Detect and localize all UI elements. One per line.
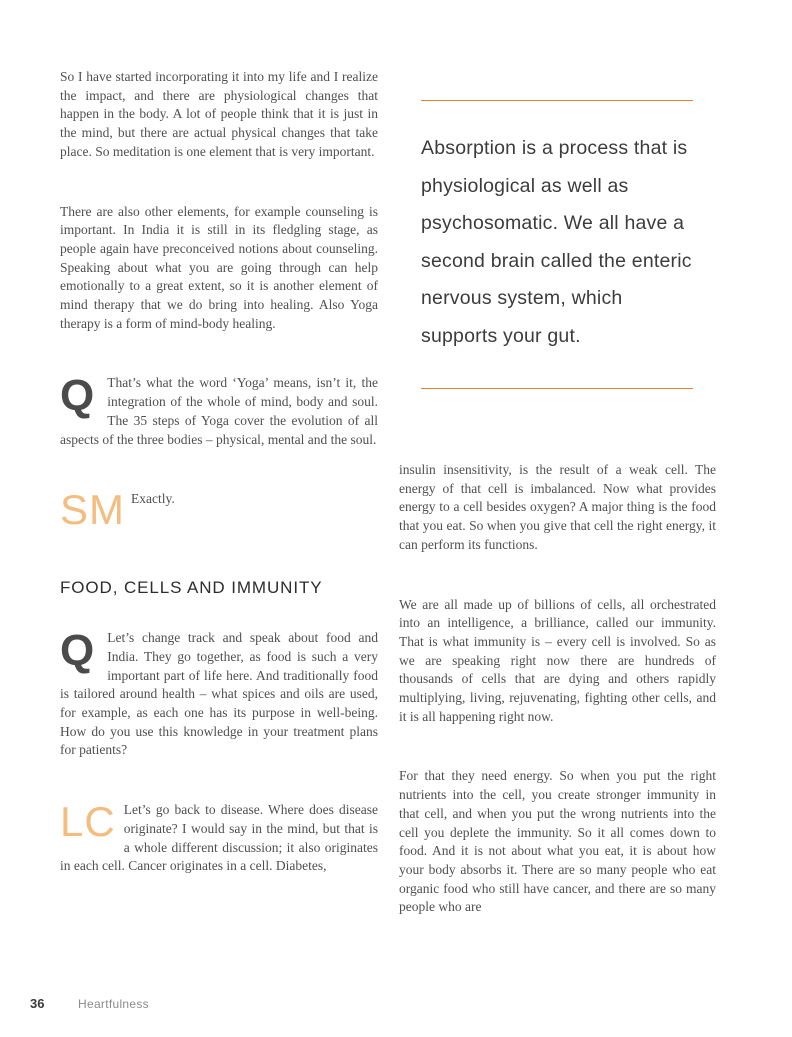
paragraph: So I have started incorporating it into my life and I realize the impact, and there are physiological changes that happen in the body. A lot of people think that it is just in the mind, but there are actual physical changes that take place. So meditation is one element that is very important. (60, 69, 378, 159)
pull-quote-bottom-rule (421, 388, 693, 389)
paragraph: There are also other elements, for example counseling is important. In India it is still in its fledgling stage, as people again have preconceived notions about counseling. Speaking about what you are going through can help emotionally to a great extent, so it is another element of mind therapy that we do bring into healing. Also Yoga therapy is a form of mind-body healing. (60, 203, 378, 331)
answer-block-sm (60, 486, 378, 535)
question-text: That’s what the word ‘Yoga’ means, isn’t it, the integration of the whole of mind, body and soul. The 35 steps of Yoga cover the evolution of all aspects of the three bodies – physical, mental and the soul. (60, 375, 378, 447)
pull-quote: Absorption is a process that is physiological as well as psychosomatic. We all have a second brain called the enteric nervous system, which supports your gut. (421, 137, 692, 347)
paragraph: For that they need energy. So when you put the right nutrients into the cell, you create stronger immunity in that cell, and when you put the wrong nutrients into the cell you deplete the immunity. So it all comes down to food. And it is not about what you eat, it is about how your body absorbs it. There are so many people who eat organic food who still have cancer, and there are so many people who are (399, 768, 716, 915)
question-marker: Q (60, 371, 95, 421)
pull-quote-top-rule (421, 100, 693, 101)
right-column (399, 100, 716, 917)
answer-text: Let’s go back to disease. Where does disease originate? I would say in the mind, but that is a whole different discussion; it also originates in each cell. Cancer originates in a cell. Diabetes, (60, 802, 378, 874)
speaker-initials-sm: SM (60, 486, 125, 534)
question-marker: Q (60, 626, 95, 676)
question-block (60, 371, 378, 449)
page-number: 36 (30, 996, 45, 1011)
magazine-title: Heartfulness (78, 997, 149, 1011)
section-heading: FOOD, CELLS AND IMMUNITY (60, 578, 323, 598)
question-text: Let’s change track and speak about food and India. They go together, as food is such a very important part of life here. And traditionally food is tailored around health – what spices and oils are used, for example, as each one has its purpose in well-being. How do you use this knowledge in your treatment plans for patients? (60, 630, 378, 758)
speaker-initials-lc: LC (60, 798, 116, 846)
answer-text: Exactly. (131, 491, 175, 507)
answer-block-lc (60, 798, 378, 876)
paragraph: We are all made up of billions of cells, all orchestrated into an intelligence, a brilliance, called our immunity. That is what immunity is – every cell is involved. So as we are speaking right now there are hundreds of thousands of cells that are dying and others rapidly multiplying, living, rejuvenating, fighting other cells, and it is all happening right now. (399, 596, 716, 724)
question-block (60, 626, 378, 760)
paragraph: insulin insensitivity, is the result of a weak cell. The energy of that cell is imbalanced. Now what provides energy to a cell besides oxygen? A major thing is the food that you eat. So when you give that cell the right energy, it can perform its functions. (399, 462, 716, 552)
left-column (60, 68, 378, 876)
